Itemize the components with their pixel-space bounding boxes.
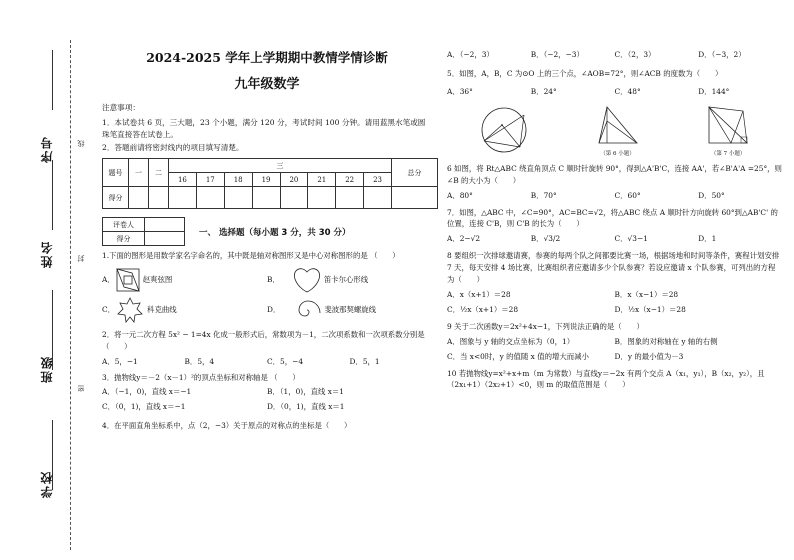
question-3: 3．抛物线y＝－2（x－1）²的顶点坐标和对称轴是 （ ） [102,372,300,382]
question-9: 9 关于二次函数y＝2x²+4x−1，下列说法正确的是（ ） [447,321,644,331]
seal-char-feng: 封 [77,255,85,262]
score-sub-col: 21 [308,173,336,187]
q7-options [447,233,782,244]
q6-option-a[interactable]: A．80° [447,190,473,200]
q4-option-b[interactable]: B．（−2，−3） [530,50,584,59]
q8-options [447,289,782,319]
score-cell[interactable] [280,187,308,209]
notice-item: 1．本试卷共 6 页，三大题，23 个小题，满分 120 分，考试时间 100 分钟。请用蓝黑水笔或圆珠笔直接答在试卷上。 [102,117,426,139]
binding-margin [0,0,90,560]
name-label: 姓名 [40,240,54,268]
score-cell[interactable] [196,187,224,209]
figure-caption-q7: （第 7 小题） [710,150,746,157]
q7-option-c[interactable]: C．√3−1 [614,234,648,244]
score-sub-col: 18 [224,173,252,187]
q4-option-d[interactable]: D．（−3，2） [698,50,746,59]
score-cell[interactable] [252,187,280,209]
score-cell[interactable] [336,187,364,209]
score-table-header-label: 题号 [103,159,129,187]
question-4: 4．在平面直角坐标系中，点（2，−3）关于原点的对称点的坐标是（ ） [102,421,352,431]
koch-snowflake-icon [115,296,145,324]
q2-option-c[interactable]: C．5，−4 [267,356,304,366]
question-10: 10 若抛物线y=x²+x+m（m 为常数）与直线y＝−2x 有两个交点 A（x₁，y₁），B（x₂，y₂），且（2x₁+1）（2x₂+1）<0，则 m 的取值范围是（ ） [447,368,765,390]
q5-option-b[interactable]: B．24° [530,86,557,96]
question-6: 6 如图，将 Rt△ABC 绕直角顶点 C 顺时针旋转 90°，得到△A'B'C，连接 AA'，若∠B'A'A =25°，则∠B 的大小为（ ） [447,163,782,185]
q1-options-row-2 [102,296,432,324]
q8-option-d[interactable]: D．½x（x−1）＝28 [614,304,686,314]
q6-options [447,190,782,201]
q3-options [102,386,432,416]
q5-options [447,86,782,97]
q5-option-c[interactable]: C．48° [614,86,641,96]
notice-item: 2．答题前请将密封线内的项目填写清楚。 [102,143,244,153]
seal-char-mi: 密 [77,385,85,392]
q2-options [102,356,432,367]
q5-option-d[interactable]: D．144° [698,86,730,96]
q1-options-row-1 [102,266,432,294]
q9-options [447,336,782,366]
score-sub-col: 22 [336,173,364,187]
score-col-one: 一 [129,159,149,187]
q5-option-a[interactable]: A．36° [447,86,473,96]
right-column [447,46,782,391]
q6-option-c[interactable]: C．60° [614,190,641,200]
q1-option-c[interactable]: C． 科克曲线 [102,296,267,324]
score-col-two: 二 [149,159,169,187]
seal-line [70,40,71,550]
section-one-title: 一、 选择题（每小题 3 分，共 30 分） [199,227,351,238]
triangle-figure-q7-wrap [701,101,755,157]
q3-option-c[interactable]: C．（0，1)，直线 x＝−1 [102,402,186,412]
q3-option-d[interactable]: D．（0，1)，直线 x＝1 [267,402,345,412]
score-sub-col: 20 [280,173,308,187]
q3-option-b[interactable]: B．（1，0)，直线 x＝1 [267,387,344,397]
review-score-label: 得分 [103,232,145,246]
question-7: 7．如图，△ABC 中，∠C=90°，AC=BC=√2，将△ABC 绕点 A 顺时针方向旋转 60°到△AB'C' 的位置，连接 C'B，则 C'B 的长为（ ） [447,207,778,229]
exam-subtitle: 九年级数学 [234,77,300,92]
q8-option-a[interactable]: A．x（x+1）＝28 [447,289,511,299]
fibonacci-spiral-icon [292,296,322,324]
seal-char-xian: 线 [77,140,85,147]
question-5: 5．如图，A，B，C 为⊙O 上的三个点，∠AOB=72°，则∠ACB 的度数为（ ） [447,69,723,78]
reviewer-cell[interactable] [145,218,185,232]
section-one-header [102,217,432,246]
q4-option-a[interactable]: A．（−2，3） [447,50,494,59]
q7-option-a[interactable]: A．2−√2 [447,234,481,244]
q9-option-a[interactable]: A．图象与 y 轴的交点坐标为（0，1） [447,336,575,346]
seat-number-label: 序号 [40,135,54,163]
score-sub-col: 17 [196,173,224,187]
q1-option-a[interactable]: A． 赵爽弦图 [102,267,267,293]
name-underline [52,160,53,230]
score-sub-col: 19 [252,173,280,187]
review-table [102,217,185,246]
score-row-label: 得分 [103,187,129,209]
q2-option-d[interactable]: D．5，1 [349,356,380,366]
q8-option-b[interactable]: B．x（x−1）＝28 [614,289,679,299]
score-sub-col: 23 [364,173,392,187]
score-cell[interactable] [364,187,392,209]
q3-option-a[interactable]: A．（−1，0)，直线 x＝−1 [102,387,192,397]
exam-title: 2024-2025 学年上学期期中教情学情诊断 [146,50,388,65]
school-label: 学校 [40,470,54,498]
q9-option-d[interactable]: D．y 的最小值为－3 [614,351,684,361]
score-table [102,158,438,209]
q1-option-d[interactable]: D． 斐波那契螺旋线 [267,296,432,324]
score-cell[interactable] [224,187,252,209]
question-1: 1.下面的图形是用数学家名字命名的，其中既是轴对称图形又是中心对称图形的是 （ ） [102,251,400,261]
figure-caption-q6: （第 6 小题） [600,150,635,157]
q7-option-d[interactable]: D．1 [698,234,717,244]
score-cell[interactable] [392,187,438,209]
q4-option-c[interactable]: C．（2，3） [614,50,656,59]
score-cell[interactable] [129,187,149,209]
triangle-figure-q7 [701,101,755,149]
score-total-label: 总分 [392,159,438,187]
score-cell[interactable] [169,187,197,209]
zhaoshuang-diagram-icon [115,267,141,293]
score-sub-col: 16 [169,173,197,187]
cardioid-icon [292,266,322,294]
q9-option-b[interactable]: B．图象的对称轴在 y 轴的右侧 [614,336,718,346]
left-column [102,48,432,432]
q6-option-d[interactable]: D．50° [698,190,725,200]
q1-option-b[interactable]: B． 笛卡尔心形线 [267,266,432,294]
question-8: 8 要组织一次排球邀请赛，参赛的每两个队之间都要比赛一场，根据场地和时间等条件，赛程计划安排 7 天，每天安排 4 场比赛，比赛组织者应邀请多少个队参赛？若设应邀请 x 个队参赛，可列出的方程为（ ） [447,251,780,284]
score-cell[interactable] [308,187,336,209]
question-2: 2．将一元二次方程 5x² − 1=4x 化成一般形式后，常数项为－1，二次项系数和一次项系数分别是 （ ） [102,329,425,351]
triangle-figure-q6-wrap [587,101,647,157]
q2-option-a[interactable]: A．5，−1 [102,356,138,366]
reviewer-label: 评卷人 [103,218,145,232]
circle-figure-q5 [474,103,534,157]
score-cell[interactable] [149,187,169,209]
class-label: 班级 [40,355,54,383]
q2-option-b[interactable]: B．5，4 [184,356,215,366]
triangle-figure-q6 [587,101,647,149]
seat-underline [52,50,53,110]
notice-list [102,117,432,154]
q8-option-c[interactable]: C．½x（x+1）＝28 [447,304,519,314]
score-col-three: 三 [169,159,392,173]
geometry-figures [447,101,782,157]
review-score-cell[interactable] [145,232,185,246]
q6-option-b[interactable]: B．70° [530,190,557,200]
notice-heading: 注意事项： [102,103,140,112]
q9-option-c[interactable]: C．当 x<0时，y 的值随 x 值的增大而减小 [447,351,589,361]
q4-options [447,49,782,60]
q7-option-b[interactable]: B．√3/2 [530,234,561,244]
